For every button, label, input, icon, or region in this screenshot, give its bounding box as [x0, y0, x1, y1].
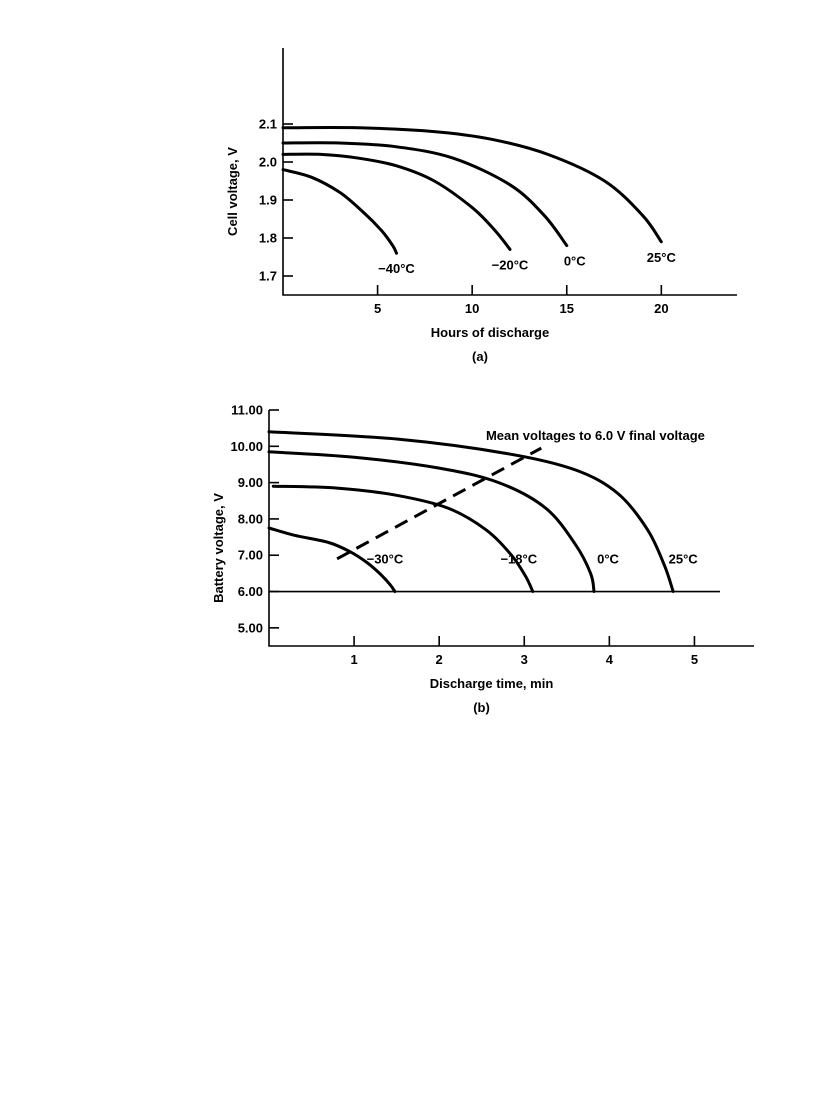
y-tick-label: 5.00: [237, 620, 263, 636]
series-label: −18°C: [500, 551, 538, 567]
x-tick-label: 4: [605, 652, 613, 667]
chart-a-curves: [283, 128, 676, 277]
x-tick-label: 5: [373, 301, 382, 316]
y-tick-label: 2.0: [258, 154, 277, 170]
series-label: 25°C: [646, 249, 676, 265]
series-label: −20°C: [491, 257, 529, 273]
series-line-25c: [283, 128, 661, 242]
series-label: 0°C: [597, 551, 619, 567]
x-tick-label: 2: [435, 652, 443, 667]
chart-a-y-axis-title: Cell voltage, V: [225, 147, 240, 236]
y-tick-label: 1.8: [258, 230, 277, 246]
series-label: 0°C: [563, 253, 586, 269]
series-label: 25°C: [668, 551, 698, 567]
chart-a-x-axis-title: Hours of discharge: [430, 325, 550, 340]
y-tick-label: 2.1: [258, 116, 277, 132]
y-tick-label: 1.9: [258, 192, 277, 208]
y-tick-label: 6.00: [237, 584, 263, 600]
x-tick-label: 5: [690, 652, 699, 667]
series-label: −40°C: [378, 261, 415, 277]
chart-b-annotation: Mean voltages to 6.0 V final voltage: [485, 427, 705, 443]
x-tick-label: 10: [464, 301, 480, 316]
x-tick-label: 20: [654, 301, 669, 316]
y-tick-label: 10.00: [230, 438, 263, 454]
x-tick-label: 3: [520, 652, 528, 667]
chart-b-curves: [269, 432, 698, 592]
chart-a-caption: (a): [472, 349, 488, 364]
series-line-0c: [269, 452, 594, 592]
chart-b-mean-voltage-dashed-line: [337, 448, 541, 559]
x-tick-label: 1: [350, 652, 358, 667]
y-tick-label: 9.00: [237, 475, 263, 491]
chart-a-ticks: [259, 117, 669, 317]
series-line-40c: [283, 170, 397, 254]
x-tick-label: 15: [559, 301, 574, 316]
chart-b-x-axis-title: Discharge time, min: [429, 676, 554, 691]
y-tick-label: 1.7: [258, 268, 277, 284]
y-tick-label: 11.00: [231, 402, 263, 418]
chart-b-axes: [269, 410, 754, 646]
series-label: −30°C: [366, 551, 404, 567]
y-tick-label: 7.00: [237, 547, 263, 563]
series-line-0c: [283, 143, 567, 246]
chart-b-y-axis-title: Battery voltage, V: [211, 493, 226, 603]
y-tick-label: 8.00: [237, 511, 263, 527]
chart-a: [225, 48, 737, 364]
chart-b-caption: (b): [473, 700, 490, 715]
chart-b: [211, 403, 754, 716]
